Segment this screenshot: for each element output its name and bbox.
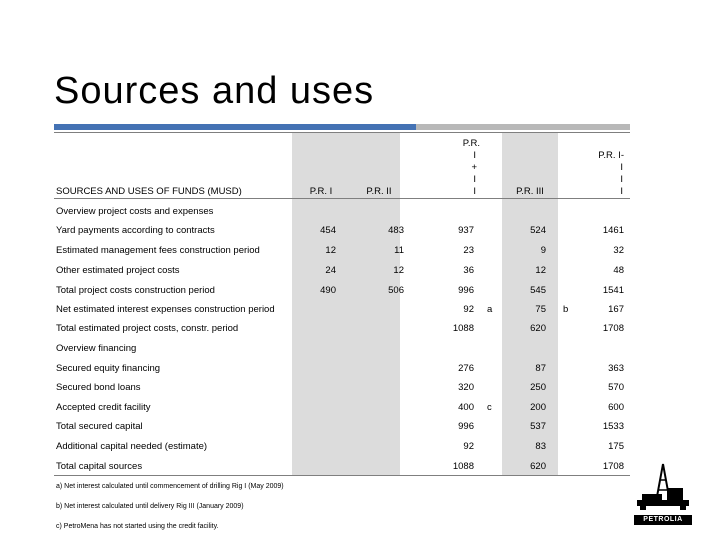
value-pr2: 12 (393, 265, 404, 276)
value-pr3: 12 (535, 265, 546, 276)
header-col-pr12-line: I (473, 150, 476, 161)
shade-col-pr1-pr2 (292, 132, 400, 475)
value-pr2: 506 (388, 285, 404, 296)
header-col-pr1-3-line: I (620, 174, 623, 185)
row-label: Other estimated project costs (56, 265, 180, 276)
footnote-c: c) PetroMena has not started using the credit facility. (56, 523, 219, 530)
footnote-b: b) Net interest calculated until delivery Rig III (January 2009) (56, 503, 244, 510)
value-pr12: 92 (463, 304, 474, 315)
value-pr3: 620 (530, 461, 546, 472)
section-heading: Overview project costs and expenses (56, 206, 214, 217)
value-pr12: 320 (458, 382, 474, 393)
header-col-pr1-3 (580, 150, 624, 198)
row-label: Total estimated project costs, constr. period (56, 323, 239, 334)
header-col-pr12-line: + (471, 162, 477, 173)
value-pr12: 1088 (452, 323, 474, 334)
value-total: 1708 (602, 323, 624, 334)
value-total: 1708 (602, 461, 624, 472)
value-pr3: 537 (530, 421, 546, 432)
row-label: Secured equity financing (56, 363, 161, 374)
value-pr1: 454 (320, 225, 336, 236)
value-pr3: 200 (530, 402, 546, 413)
value-pr3: 545 (530, 285, 546, 296)
header-col-pr12-line: P.R. (462, 138, 480, 149)
value-total: 1461 (602, 225, 624, 236)
header-col-pr1: P.R. I (309, 186, 333, 197)
row-label: Accepted credit facility (56, 402, 151, 413)
value-total: 175 (608, 441, 624, 452)
value-pr12: 276 (458, 363, 474, 374)
footnote-marker: a (487, 304, 493, 315)
title-underline-accent (54, 124, 416, 130)
header-label: SOURCES AND USES OF FUNDS (MUSD) (56, 186, 242, 197)
rule-top (54, 132, 630, 133)
value-pr2: 11 (394, 245, 404, 256)
row-label: Total project costs construction period (56, 285, 215, 296)
header-col-pr12 (440, 138, 480, 198)
header-col-pr1-3-line: P.R. I- (598, 150, 624, 161)
footnote-marker: c (487, 402, 492, 413)
value-pr1: 490 (320, 285, 336, 296)
row-label: Secured bond loans (56, 382, 141, 393)
value-pr3: 9 (540, 245, 546, 256)
rule-bottom (54, 475, 630, 476)
value-total: 600 (608, 402, 624, 413)
header-col-pr2: P.R. II (366, 186, 392, 197)
logo-wordmark: PETROLIA (634, 515, 692, 525)
value-total: 363 (608, 363, 624, 374)
value-total: 1533 (602, 421, 624, 432)
row-label: Estimated management fees construction period (56, 245, 260, 256)
row-label: Net estimated interest expenses construction period (56, 304, 275, 315)
footnote-marker: b (563, 304, 569, 315)
header-col-pr1-3-line: I (620, 186, 623, 197)
value-pr12: 92 (463, 441, 474, 452)
header-col-pr12-line: I (473, 186, 476, 197)
row-label: Total capital sources (56, 461, 143, 472)
header-col-pr1-3-line: I (620, 162, 623, 173)
header-col-pr12-line: I (473, 174, 476, 185)
value-total: 48 (613, 265, 624, 276)
value-pr2: 483 (388, 225, 404, 236)
slide-title: Sources and uses (54, 70, 375, 112)
value-pr1: 12 (325, 245, 336, 256)
value-pr3: 87 (535, 363, 546, 374)
petrolia-logo (634, 462, 692, 522)
header-col-pr3: P.R. III (516, 186, 544, 197)
section-heading: Overview financing (56, 343, 137, 354)
value-total: 570 (608, 382, 624, 393)
value-total: 1541 (602, 285, 624, 296)
row-label: Yard payments according to contracts (56, 225, 215, 236)
value-pr3: 83 (535, 441, 546, 452)
value-pr12: 1088 (452, 461, 474, 472)
value-pr12: 937 (458, 225, 474, 236)
footnote-a: a) Net interest calculated until commencement of drilling Rig I (May 2009) (56, 483, 284, 490)
row-label: Additional capital needed (estimate) (56, 441, 208, 452)
value-pr12: 400 (458, 402, 474, 413)
drilling-rig-icon (634, 462, 692, 510)
rule-header (54, 198, 630, 199)
value-pr12: 36 (463, 265, 474, 276)
value-pr1: 24 (325, 265, 336, 276)
value-pr3: 524 (530, 225, 546, 236)
value-pr12: 996 (458, 285, 474, 296)
row-label: Total secured capital (56, 421, 143, 432)
value-pr12: 23 (463, 245, 474, 256)
title-underline-gray (416, 124, 630, 130)
value-pr3: 75 (535, 304, 546, 315)
value-pr3: 620 (530, 323, 546, 334)
value-pr12: 996 (458, 421, 474, 432)
value-total: 32 (613, 245, 624, 256)
value-pr3: 250 (530, 382, 546, 393)
value-total: 167 (608, 304, 624, 315)
